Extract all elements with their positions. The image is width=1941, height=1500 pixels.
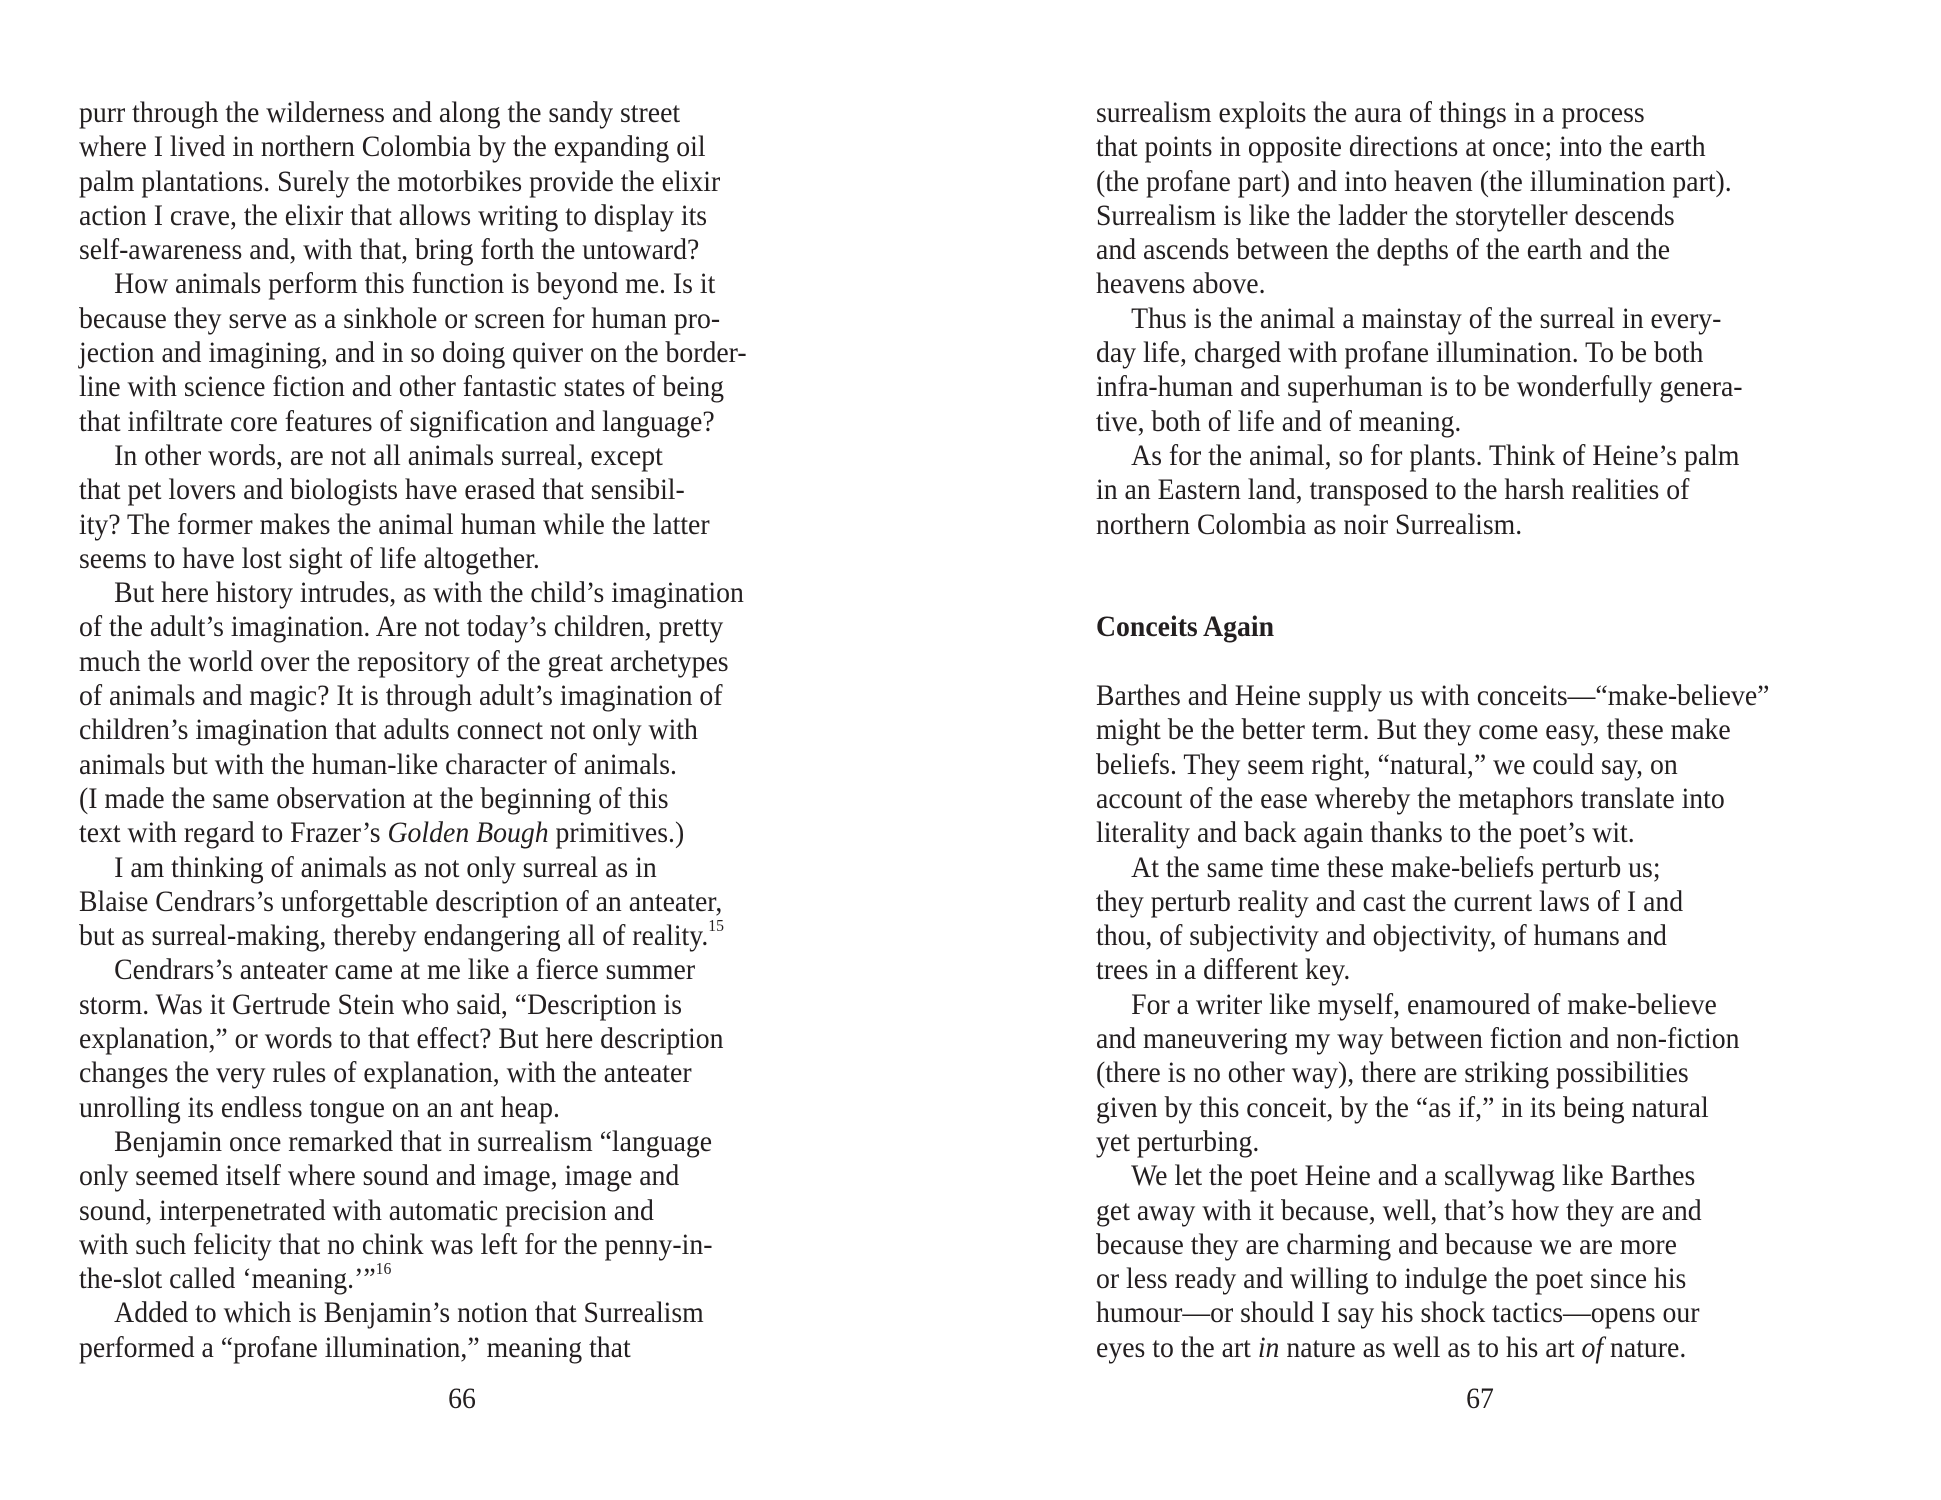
text-line: and maneuvering my way between fiction and non-fiction xyxy=(1096,1022,1740,1056)
text-segment: nature as well as to his art xyxy=(1279,1330,1582,1364)
text-line: self-awareness and, with that, bring forth the untoward? xyxy=(79,233,700,267)
text-line: that infiltrate core features of signification and language? xyxy=(79,404,715,438)
text-line: where I lived in northern Colombia by the expanding oil xyxy=(79,130,706,164)
text-line: with such felicity that no chink was left for the penny-in- xyxy=(79,1227,713,1261)
paragraph-start-line: At the same time these make-beliefs perturb us; xyxy=(1131,850,1661,884)
text-line: animals but with the human-like character of animals. xyxy=(79,747,677,781)
text-line: that pet lovers and biologists have erased that sensibil- xyxy=(79,473,685,507)
text-line: performed a “profane illumination,” meaning that xyxy=(79,1330,631,1364)
text-line: (the profane part) and into heaven (the illumination part). xyxy=(1096,164,1732,198)
text-line: purr through the wilderness and along the sandy street xyxy=(79,96,681,129)
paragraph-start-line: But here history intrudes, as with the child’s imagination xyxy=(114,576,744,610)
text-line: heavens above. xyxy=(1096,267,1266,301)
text-line: because they are charming and because we are more xyxy=(1096,1227,1677,1261)
text-line: unrolling its endless tongue on an ant heap. xyxy=(79,1090,560,1124)
text-line: or less ready and willing to indulge the poet since his xyxy=(1096,1262,1687,1296)
paragraph-start-line: We let the poet Heine and a scallywag like Barthes xyxy=(1131,1159,1696,1193)
text-line: given by this conceit, by the “as if,” in its being natural xyxy=(1096,1090,1709,1124)
text-line: and ascends between the depths of the earth and the xyxy=(1096,233,1671,267)
left-page xyxy=(0,0,970,1500)
text-line: only seemed itself where sound and image, image and xyxy=(79,1159,680,1193)
text-line: storm. Was it Gertrude Stein who said, “Description is xyxy=(79,987,683,1021)
paragraph-start-line: I am thinking of animals as not only surreal as in xyxy=(114,850,657,884)
text-line: infra-human and superhuman is to be wonderfully genera- xyxy=(1096,370,1743,404)
paragraph-start-line: Cendrars’s anteater came at me like a fierce summer xyxy=(114,953,696,987)
footnote-marker-16[interactable]: 16 xyxy=(375,1259,392,1279)
section-spacer xyxy=(1096,542,1770,611)
text-line: (there is no other way), there are striking possibilities xyxy=(1096,1056,1689,1090)
text-line: much the world over the repository of the great archetypes xyxy=(79,644,729,678)
text-line: literality and back again thanks to the poet’s wit. xyxy=(1096,816,1635,850)
right-page-text xyxy=(1096,96,1770,1365)
text-line: children’s imagination that adults connect not only with xyxy=(79,713,698,747)
text-line: humour—or should I say his shock tactics—opens our xyxy=(1096,1296,1700,1330)
text-line: explanation,” or words to that effect? But here description xyxy=(79,1022,724,1056)
text-line: because they serve as a sinkhole or screen for human pro- xyxy=(79,301,721,335)
italic-word-in: in xyxy=(1257,1330,1280,1364)
paragraph-start-line: How animals perform this function is beyond me. Is it xyxy=(114,267,716,301)
text-line: sound, interpenetrated with automatic precision and xyxy=(79,1193,654,1227)
text-line: account of the ease whereby the metaphors translate into xyxy=(1096,781,1725,815)
paragraph-start-line: Thus is the animal a mainstay of the surreal in every- xyxy=(1131,301,1722,335)
text-line: day life, charged with profane illumination. To be both xyxy=(1096,336,1704,370)
section-heading: Conceits Again xyxy=(1096,610,1275,644)
text-segment: eyes to the art xyxy=(1096,1330,1258,1364)
text-line: Surrealism is like the ladder the storyteller descends xyxy=(1096,198,1675,232)
left-page-text xyxy=(79,96,747,1365)
text-line: of animals and magic? It is through adult’s imagination of xyxy=(79,679,723,713)
text-line: changes the very rules of explanation, with the anteater xyxy=(79,1056,692,1090)
page-number-left: 66 xyxy=(448,1382,476,1415)
paragraph-start-line: For a writer like myself, enamoured of make-believe xyxy=(1131,987,1717,1021)
text-line: thou, of subjectivity and objectivity, of humans and xyxy=(1096,919,1667,953)
text-line: trees in a different key. xyxy=(1096,953,1351,987)
text-line: in an Eastern land, transposed to the harsh realities of xyxy=(1096,473,1690,507)
text-line: Barthes and Heine supply us with conceits—“make-believe” xyxy=(1096,679,1770,713)
text-line-with-footnote xyxy=(79,1259,747,1296)
text-segment: but as surreal-making, thereby endangering all of reality. xyxy=(79,919,709,953)
text-line: yet perturbing. xyxy=(1096,1124,1260,1158)
text-line: get away with it because, well, that’s how they are and xyxy=(1096,1193,1702,1227)
text-segment: the-slot called ‘meaning.’” xyxy=(79,1262,376,1296)
book-title-italic: Golden Bough xyxy=(387,816,549,850)
text-line: Blaise Cendrars’s unforgettable description of an anteater, xyxy=(79,884,723,918)
page-number-right: 67 xyxy=(1466,1382,1494,1415)
text-line-with-footnote xyxy=(79,916,747,953)
text-line: might be the better term. But they come easy, these make xyxy=(1096,713,1731,747)
text-line: action I crave, the elixir that allows writing to display its xyxy=(79,198,708,232)
section-spacer xyxy=(1096,645,1770,679)
text-segment: text with regard to Frazer’s xyxy=(79,816,388,850)
text-segment: primitives.) xyxy=(548,816,685,850)
text-line: line with science fiction and other fantastic states of being xyxy=(79,370,724,404)
text-line: jection and imagining, and in so doing quiver on the border- xyxy=(79,336,747,370)
text-line: of the adult’s imagination. Are not today’s children, pretty xyxy=(79,610,724,644)
text-line: that points in opposite directions at once; into the earth xyxy=(1096,130,1706,164)
paragraph-start-line: As for the animal, so for plants. Think of Heine’s palm xyxy=(1131,438,1740,472)
text-line: tive, both of life and of meaning. xyxy=(1096,404,1462,438)
footnote-marker-15[interactable]: 15 xyxy=(708,916,725,936)
text-line: surrealism exploits the aura of things in a process xyxy=(1096,96,1645,129)
text-line: seems to have lost sight of life altogether. xyxy=(79,541,540,575)
text-line-with-italic-title xyxy=(79,816,747,850)
text-line: (I made the same observation at the beginning of this xyxy=(79,781,669,815)
italic-word-of: of xyxy=(1581,1330,1604,1364)
text-line: beliefs. They seem right, “natural,” we could say, on xyxy=(1096,747,1678,781)
text-line: northern Colombia as noir Surrealism. xyxy=(1096,507,1523,541)
text-line: ity? The former makes the animal human while the latter xyxy=(79,507,710,541)
paragraph-start-line: In other words, are not all animals surreal, except xyxy=(114,438,663,472)
text-line: palm plantations. Surely the motorbikes provide the elixir xyxy=(79,164,721,198)
paragraph-start-line: Benjamin once remarked that in surrealism “language xyxy=(114,1124,713,1158)
paragraph-start-line: Added to which is Benjamin’s notion that Surrealism xyxy=(114,1296,704,1330)
text-line-with-italics xyxy=(1096,1331,1770,1365)
text-line: they perturb reality and cast the current laws of I and xyxy=(1096,884,1684,918)
right-page xyxy=(970,0,1941,1500)
text-segment: nature. xyxy=(1603,1330,1687,1364)
